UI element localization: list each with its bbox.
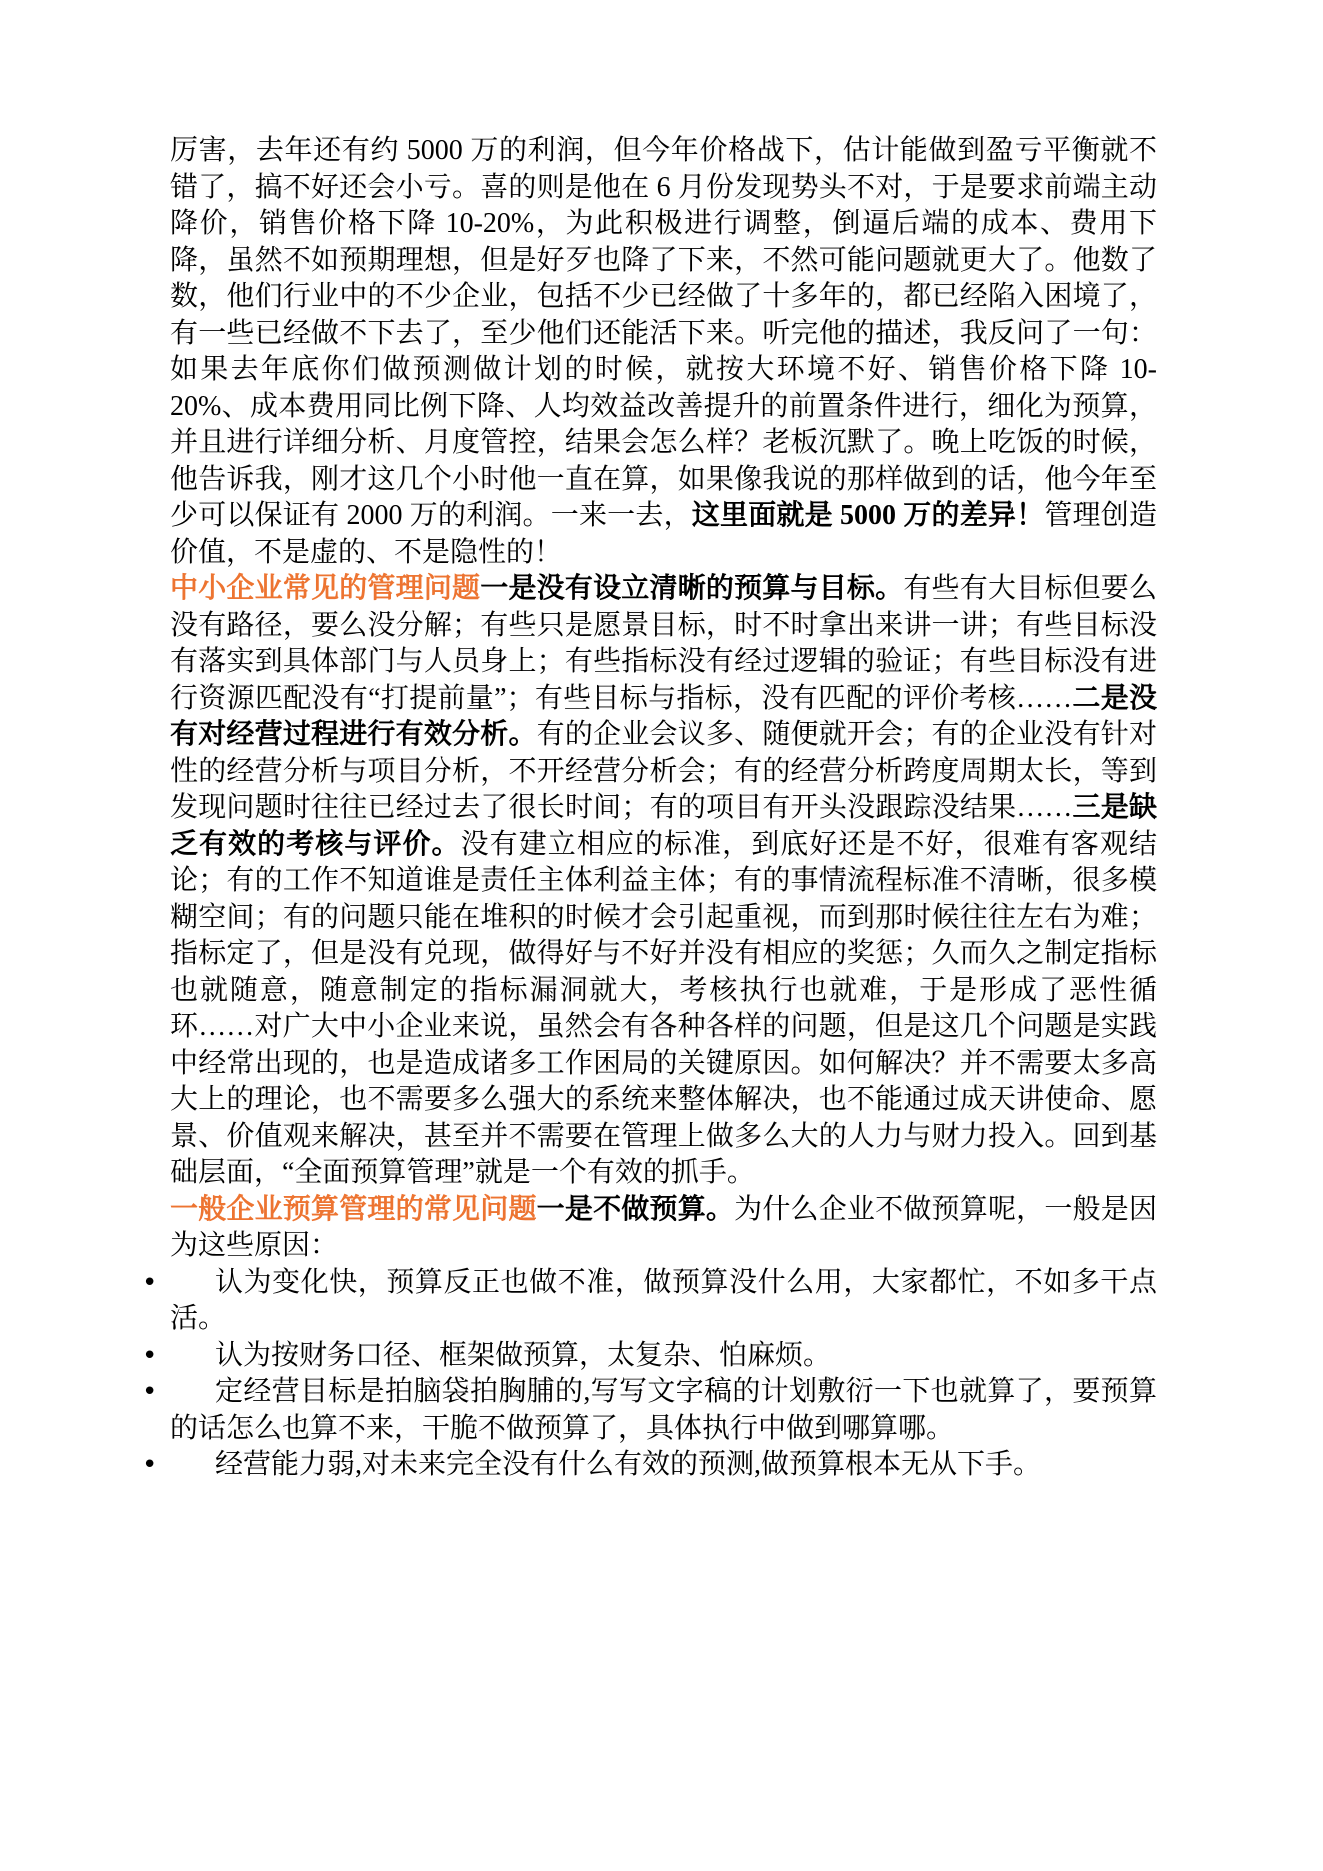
bullet-text: 认为按财务口径、框架做预算，太复杂、怕麻烦。 (215, 1339, 832, 1371)
bullet-text: 定经营目标是拍脑袋拍胸脯的,写写文字稿的计划敷衍一下也就算了，要预算的话怎么也算不来，干脆不做预算了，具体执行中做到哪算哪。 (170, 1376, 1157, 1444)
bold-run-problem-one: 一是没有设立清晰的预算与目标。 (480, 573, 904, 604)
list-item (142, 1265, 1157, 1338)
orange-heading-sme-problems: 中小企业常见的管理问题 (170, 573, 481, 604)
bullet-text: 经营能力弱,对未来完全没有什么有效的预测,做预算根本无从下手。 (215, 1449, 1042, 1480)
body-text: 为什么企业不做预算呢，一般是因为这些原因： (170, 1193, 1157, 1261)
bold-run-no-budget: 一是不做预算。 (536, 1193, 735, 1225)
paragraph-sme-management-problems (170, 571, 1157, 1192)
bullet-icon: • (142, 1267, 158, 1298)
bullet-icon: • (142, 1340, 158, 1371)
body-text: 有些有大目标但要么没有路径，要么没分解；有些只是愿景目标，时不时拿出来讲一讲；有些目标没有落实到具体部门与人员身上；有些指标没有经过逻辑的验证；有些目标没有进行资源匹配没有“打提前量”；有些目标与指标，没有匹配的评价考核…… (170, 573, 1157, 714)
body-text: 厉害，去年还有约 5000 万的利润，但今年价格战下，估计能做到盈亏平衡就不错了，搞不好还会小亏。喜的则是他在 6 月份发现势头不对，于是要求前端主动降价，销售价格下降 10-20%，为此积极进行调整，倒逼后端的成本、费用下降，虽然不如预期理想，但是好歹也降了下来，不然可能问题就更大了。他数了数，他们行业中的不少企业，包括不少已经做了十多年的，都已经陷入困境了，有一些已经做不下去了，至少他们还能活下来。听完他的描述，我反问了一句：如果去年底你们做预测做计划的时候，就按大环境不好、销售价格下降 10-20%、成本费用同比例下降、人均效益改善提升的前置条件进行，细化为预算，并且进行详细分析、月度管控，结果会怎么样？老板沉默了。晚上吃饭的时候，他告诉我，刚才这几个小时他一直在算，如果像我说的那样做到的话，他今年至少可以保证有 2000 万的利润。一来一去， (170, 135, 1157, 531)
body-text: 管理创造价值，不是虚的、不是隐性的！ (170, 500, 1157, 568)
bold-run-5000-difference: 这里面就是 5000 万的差异！ (691, 500, 1045, 531)
bold-run-problem-three: 三是缺乏有效的考核与评价。 (170, 792, 1157, 860)
list-item (142, 1338, 1157, 1375)
paragraph-budget-problems-intro (170, 1192, 1157, 1265)
list-item (142, 1374, 1157, 1447)
paragraph-profit-story (170, 133, 1157, 571)
bullet-icon: • (142, 1377, 158, 1407)
bullet-text: 认为变化快，预算反正也做不准，做预算没什么用，大家都忙，不如多干点活。 (170, 1266, 1157, 1334)
document-body (142, 133, 1157, 1484)
body-text: 有的企业会议多、随便就开会；有的企业没有针对性的经营分析与项目分析，不开经营分析会；有的经营分析跨度周期太长，等到发现问题时往往已经过去了很长时间；有的项目有开头没跟踪没结果…… (170, 719, 1157, 823)
orange-heading-budget-problems: 一般企业预算管理的常见问题 (170, 1193, 537, 1225)
bold-run-problem-two: 二是没有对经营过程进行有效分析。 (170, 682, 1157, 750)
bullet-icon: • (142, 1450, 158, 1480)
list-item (142, 1447, 1157, 1484)
body-text: 没有建立相应的标准，到底好还是不好，很难有客观结论；有的工作不知道谁是责任主体利益主体；有的事情流程标准不清晰，很多模糊空间；有的问题只能在堆积的时候才会引起重视，而到那时候往往左右为难；指标定了，但是没有兑现，做得好与不好并没有相应的奖惩；久而久之制定指标也就随意，随意制定的指标漏洞就大，考核执行也就难，于是形成了恶性循环……对广大中小企业来说，虽然会有各种各样的问题，但是这几个问题是实践中经常出现的，也是造成诸多工作困局的关键原因。如何解决？并不需要太多高大上的理论，也不需要多么强大的系统来整体解决，也不能通过成天讲使命、愿景、价值观来解决，甚至并不需要在管理上做多么大的人力与财力投入。回到基础层面，“全面预算管理”就是一个有效的抓手。 (170, 828, 1157, 1188)
